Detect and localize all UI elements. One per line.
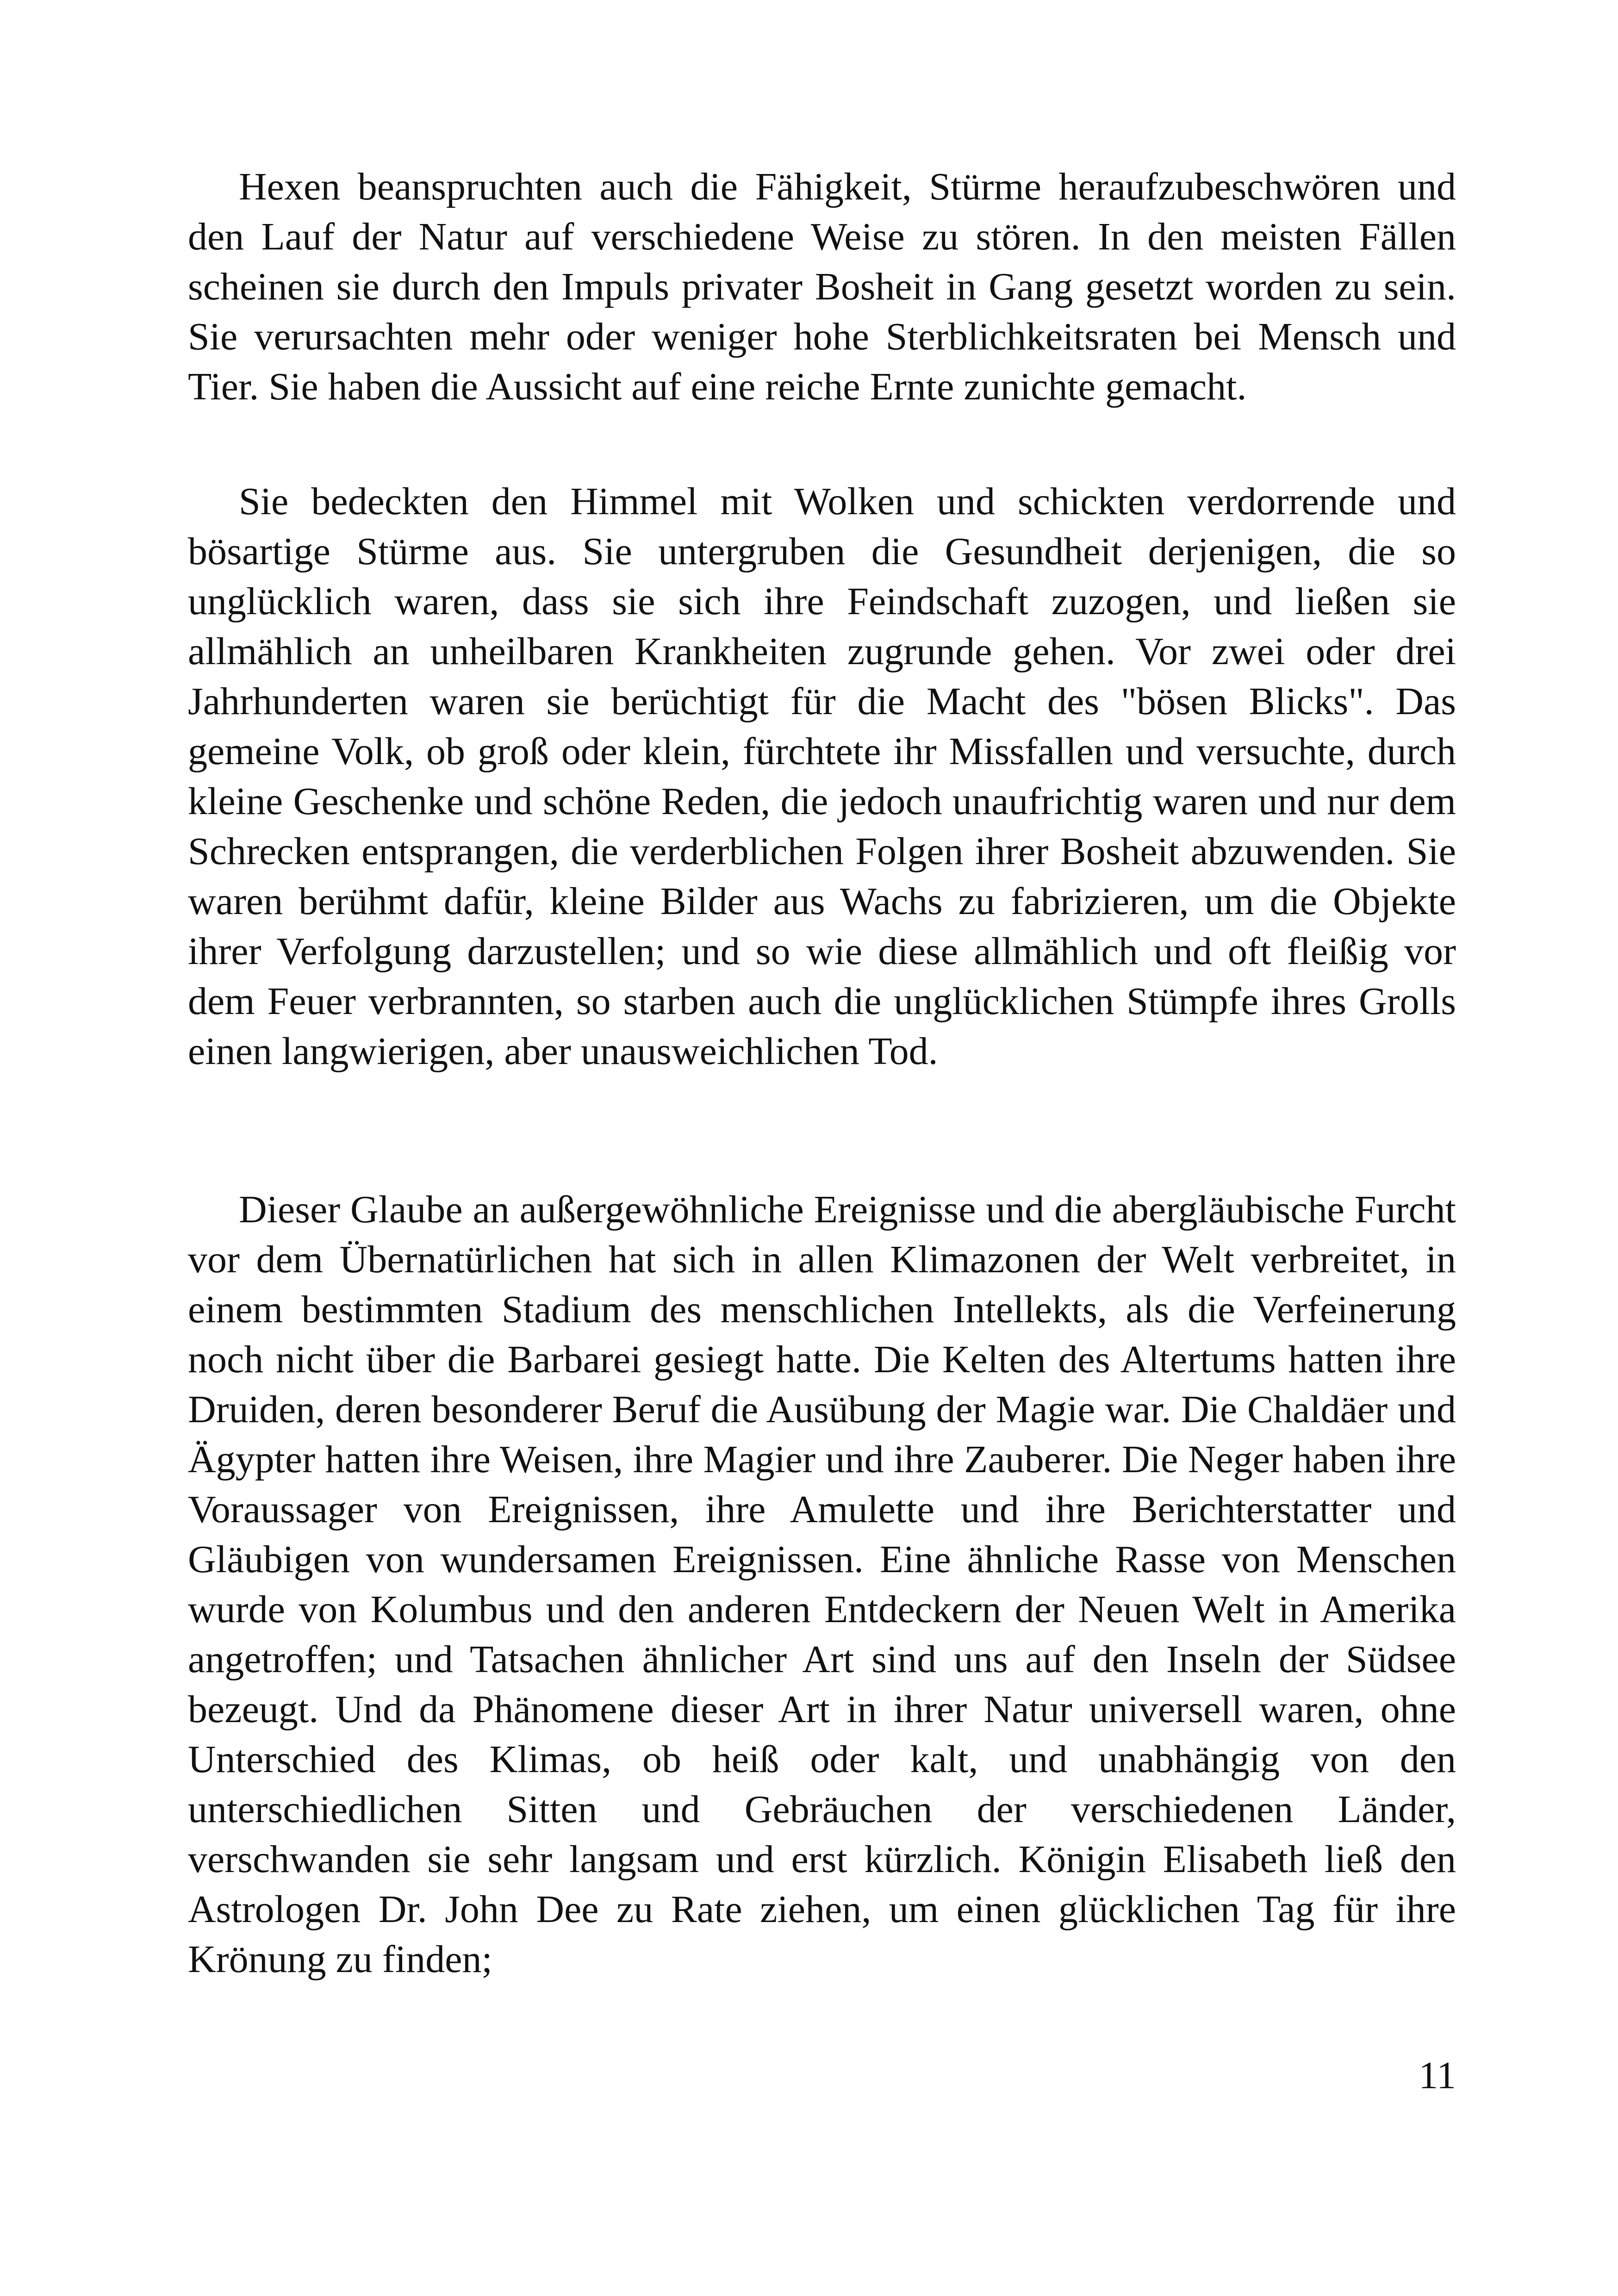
paragraph-2: [188, 477, 1456, 1076]
paragraph-1: [188, 162, 1456, 412]
paragraph-text: Hexen beanspruchten auch die Fähigkeit, Stürme heraufzubeschwören und den Lauf der Natur auf verschiedene Weise zu stören. In den meisten Fällen scheinen sie durch den Impuls privater Bosheit in Gang gesetzt worden zu sein. Sie verursachten mehr oder weniger hohe Sterblichkeitsraten bei Mensch und Tier. Sie haben die Aussicht auf eine reiche Ernte zunichte gemacht.: [188, 165, 1456, 408]
paragraph-3: [188, 1185, 1456, 1985]
page-number: 11: [1419, 2054, 1456, 2097]
paragraph-text: Sie bedeckten den Himmel mit Wolken und schickten verdorrende und bösartige Stürme aus. Sie untergruben die Gesundheit derjenigen, die so unglücklich waren, dass sie sich ihre Feindschaft zuzogen, und ließen sie allmählich an unheilbaren Krankheiten zugrunde gehen. Vor zwei oder drei Jahrhunderten waren sie berüchtigt für die Macht des "bösen Blicks". Das gemeine Volk, ob groß oder klein, fürchtete ihr Missfallen und versuchte, durch kleine Geschenke und schöne Reden, die jedoch unaufrichtig waren und nur dem Schrecken entsprangen, die verderblichen Folgen ihrer Bosheit abzuwenden. Sie waren berühmt dafür, kleine Bilder aus Wachs zu fabrizieren, um die Objekte ihrer Verfolgung darzustellen; und so wie diese allmählich und oft fleißig vor dem Feuer verbrannten, so starben auch die unglücklichen Stümpfe ihres Grolls einen langwierigen, aber unausweichlichen Tod.: [188, 480, 1456, 1073]
paragraph-text: Dieser Glaube an außergewöhnliche Ereignisse und die abergläubische Furcht vor dem Übernatürlichen hat sich in allen Klimazonen der Welt verbreitet, in einem bestimmten Stadium des menschlichen Intellekts, als die Verfeinerung noch nicht über die Barbarei gesiegt hatte. Die Kelten des Altertums hatten ihre Druiden, deren besonderer Beruf die Ausübung der Magie war. Die Chaldäer und Ägypter hatten ihre Weisen, ihre Magier und ihre Zauberer. Die Neger haben ihre Voraussager von Ereignissen, ihre Amulette und ihre Berichterstatter und Gläubigen von wundersamen Ereignissen. Eine ähnliche Rasse von Menschen wurde von Kolumbus und den anderen Entdeckern der Neuen Welt in Amerika angetroffen; und Tatsachen ähnlicher Art sind uns auf den Inseln der Südsee bezeugt. Und da Phänomene dieser Art in ihrer Natur universell waren, ohne Unterschied des Klimas, ob heiß oder kalt, und unabhängig von den unterschiedlichen Sitten und Gebräuchen der verschiedenen Länder, verschwanden sie sehr langsam und erst kürzlich. Königin Elisabeth ließ den Astrologen Dr. John Dee zu Rate ziehen, um einen glücklichen Tag für ihre Krönung zu finden;: [188, 1188, 1456, 1981]
